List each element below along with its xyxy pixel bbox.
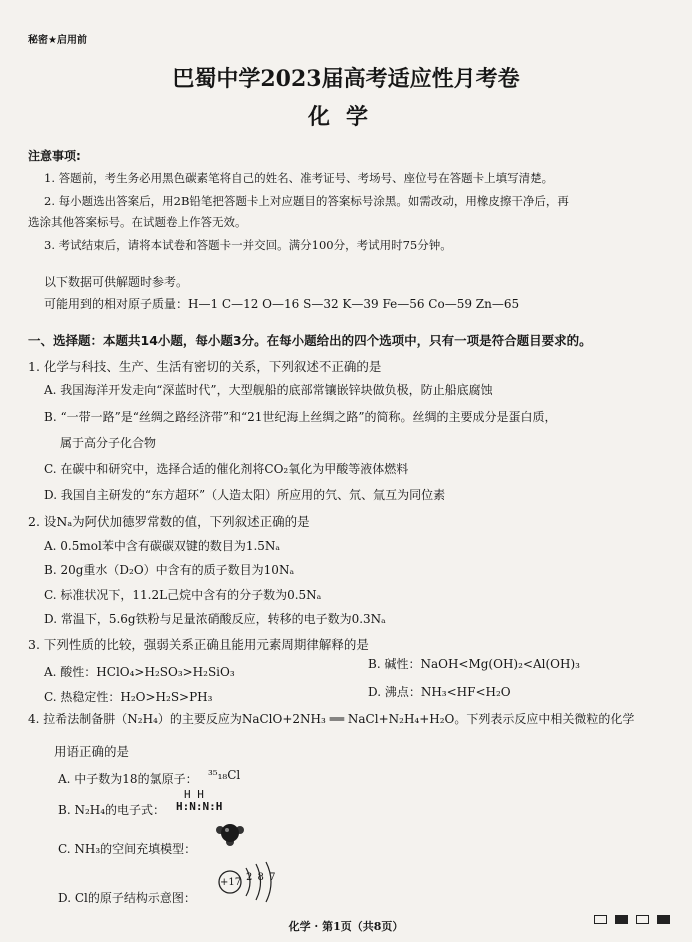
q1-option-c: C. 在碳中和研究中，选择合适的催化剂将CO₂氧化为甲酸等液体燃料	[44, 462, 409, 476]
section-heading: 一、选择题：本题共14小题，每小题3分。在每小题给出的四个选项中，只有一项是符合题目要求的。	[28, 333, 592, 348]
nucleus-charge: +17	[220, 877, 242, 888]
q3-option-d: D. 沸点：NH₃<HF<H₂O	[368, 685, 511, 699]
mark-hollow	[636, 915, 649, 924]
q4-stem: 4. 拉希法制备肼（N₂H₄）的主要反应为NaClO+2NH₃ ══ NaCl+N₂H₄+H₂O。下列表示反应中相关微粒的化学	[28, 712, 635, 726]
mark-hollow	[594, 915, 607, 924]
q2-option-d: D. 常温下，5.6g铁粉与足量浓硝酸反应，转移的电子数为0.3Nₐ	[44, 612, 386, 626]
q4-option-b: B. N₂H₄的电子式：	[58, 803, 166, 817]
q2-option-a: A. 0.5mol苯中含有碳碳双键的数目为1.5Nₐ	[44, 539, 281, 553]
q1-option-d: D. 我国自主研发的“东方超环”（人造太阳）所应用的氕、氘、氚互为同位素	[44, 488, 446, 502]
q1-option-a: A. 我国海洋开发走向“深蓝时代”，大型舰船的底部常镶嵌锌块做负极，防止船底腐蚀	[44, 383, 493, 397]
electron-formula: H:N:N:H	[176, 800, 223, 813]
note-3: 3. 考试结束后，请将本试卷和答题卡一并交回。满分100分，考试用时75分钟。	[44, 238, 452, 252]
reference-intro: 以下数据可供解题时参考。	[44, 275, 189, 289]
page-footer: 化学 · 第1页（共8页）	[288, 920, 404, 933]
secret-label: 秘密★启用前	[28, 35, 87, 46]
electron-formula-top: H H	[184, 788, 204, 801]
q2-option-b: B. 20g重水（D₂O）中含有的质子数目为10Nₐ	[44, 563, 295, 577]
notes-heading: 注意事项:	[28, 149, 81, 163]
electron-shells: 2 8 7	[246, 872, 277, 883]
note-2: 2. 每小题选出答案后，用2B铅笔把答题卡上对应题目的答案标号涂黑。如需改动，用橡皮擦干净后，再	[44, 194, 569, 208]
q4-option-c: C. NH₃的空间充填模型：	[58, 842, 197, 856]
mark-filled	[657, 915, 670, 924]
q1-option-b-cont: 属于高分子化合物	[60, 436, 157, 450]
q4-stem-cont: 用语正确的是	[54, 744, 130, 759]
q3-option-b: B. 碱性：NaOH<Mg(OH)₂<Al(OH)₃	[368, 657, 580, 671]
q1-stem: 1. 化学与科技、生产、生活有密切的关系，下列叙述不正确的是	[28, 359, 382, 374]
q1-option-b: B. “一带一路”是“丝绸之路经济带”和“21世纪海上丝绸之路”的简称。丝绸的主要成分是蛋白质，	[44, 410, 557, 424]
atomic-masses: 可能用到的相对原子质量：H—1 C—12 O—16 S—32 K—39 Fe—56 Co—59 Zn—65	[44, 297, 520, 311]
q4-option-d: D. Cl的原子结构示意图：	[58, 891, 196, 905]
q4-option-a: A. 中子数为18的氯原子：	[58, 772, 198, 786]
note-1: 1. 答题前，考生务必用黑色碳素笔将自己的姓名、准考证号、考场号、座位号在答题卡上填写清楚。	[44, 171, 554, 185]
registration-marks	[594, 915, 670, 924]
chlorine-symbol: ³⁵₁₈Cl	[208, 768, 241, 782]
nh3-space-filling-model	[204, 822, 256, 848]
exam-title: 巴蜀中学2023届高考适应性月考卷	[172, 66, 520, 92]
note-2-cont: 选涂其他答案标号。在试题卷上作答无效。	[28, 215, 247, 229]
q3-option-a: A. 酸性：HClO₄>H₂SO₃>H₂SiO₃	[44, 665, 235, 679]
subject-title: 化学	[307, 104, 384, 130]
q3-stem: 3. 下列性质的比较，强弱关系正确且能用元素周期律解释的是	[28, 637, 369, 652]
q2-option-c: C. 标准状况下，11.2L己烷中含有的分子数为0.5Nₐ	[44, 588, 322, 602]
mark-filled	[615, 915, 628, 924]
q2-stem: 2. 设Nₐ为阿伏加德罗常数的值，下列叙述正确的是	[28, 514, 310, 529]
q3-option-c: C. 热稳定性：H₂O>H₂S>PH₃	[44, 690, 213, 704]
